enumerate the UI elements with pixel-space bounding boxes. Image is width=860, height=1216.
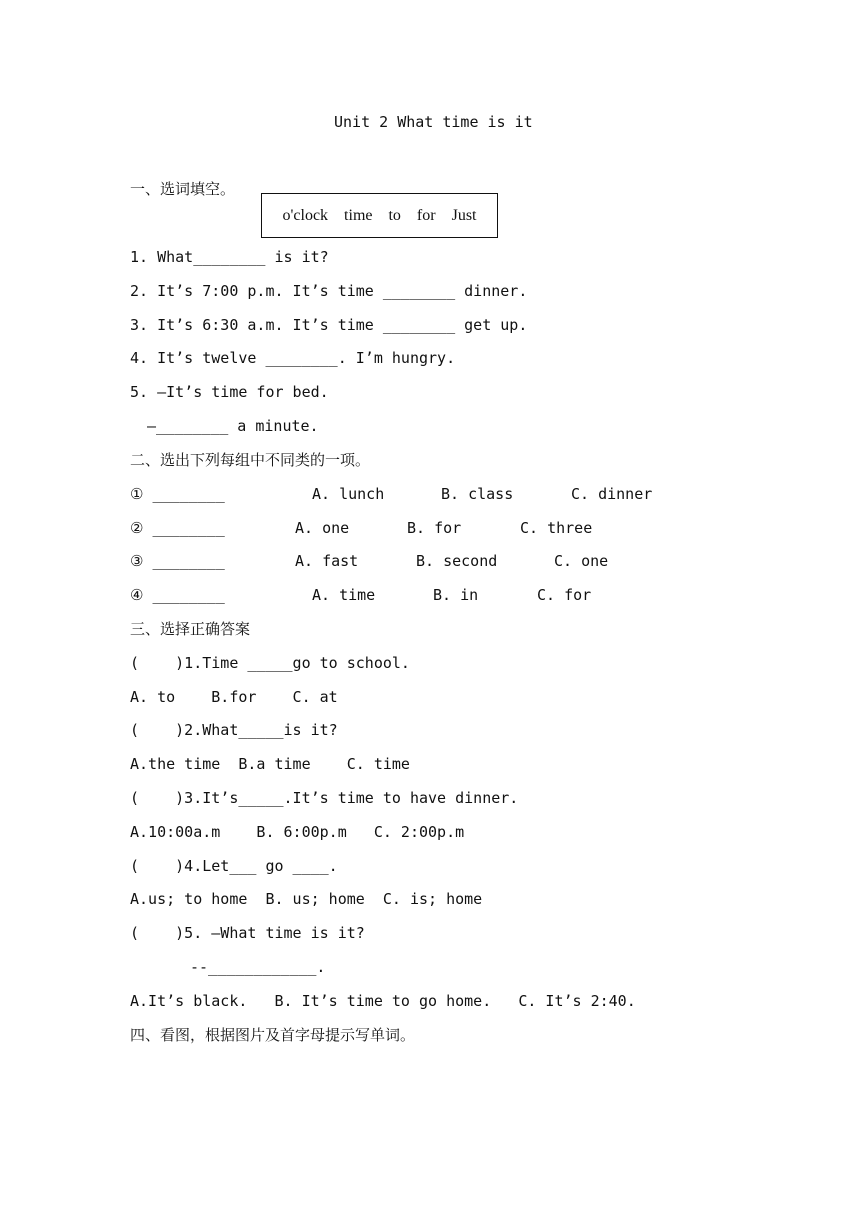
s1-item-5-reply: —________ a minute. [147, 417, 319, 435]
s2-group-1-a: A. lunch [312, 485, 385, 503]
s1-item-3: 3. It’s 6:30 a.m. It’s time ________ get up. [130, 316, 528, 334]
section2-heading: 二、选出下列每组中不同类的一项。 [130, 451, 371, 469]
s2-group-4-b: B. in [433, 586, 479, 604]
s3-q1: ( )1.Time _____go to school. [130, 654, 410, 672]
s2-group-2-b: B. for [407, 519, 462, 537]
section4-heading: 四、看图，根据图片及首字母提示写单词。 [130, 1026, 416, 1044]
section1-heading: 一、选词填空。 [130, 180, 236, 198]
s2-group-4-num: ④ ________ [130, 586, 225, 604]
s2-group-3-num: ③ ________ [130, 552, 225, 570]
s2-group-3-b: B. second [416, 552, 498, 570]
s3-q3: ( )3.It’s_____.It’s time to have dinner. [130, 789, 519, 807]
s2-group-2-c: C. three [520, 519, 593, 537]
s2-group-1-c: C. dinner [571, 485, 653, 503]
s3-q4: ( )4.Let___ go ____. [130, 857, 338, 875]
s1-item-2: 2. It’s 7:00 p.m. It’s time ________ dinner. [130, 282, 528, 300]
s3-q4-options: A.us; to home B. us; home C. is; home [130, 890, 483, 908]
s1-item-5: 5. —It’s time for bed. [130, 383, 329, 401]
s3-q3-options: A.10:00a.m B. 6:00p.m C. 2:00p.m [130, 823, 465, 841]
s2-group-3-c: C. one [554, 552, 609, 570]
s2-group-2-a: A. one [295, 519, 350, 537]
s3-q2: ( )2.What_____is it? [130, 721, 338, 739]
s2-group-3-a: A. fast [295, 552, 359, 570]
word-box: o'clock time to for Just [261, 193, 498, 238]
s3-q2-options: A.the time B.a time C. time [130, 755, 410, 773]
page-title: Unit 2 What time is it [334, 113, 533, 131]
s2-group-4-c: C. for [537, 586, 592, 604]
s2-group-2-num: ② ________ [130, 519, 225, 537]
s1-item-1: 1. What________ is it? [130, 248, 329, 266]
s3-q5-blank: --____________. [190, 958, 326, 976]
s3-q5: ( )5. –What time is it? [130, 924, 365, 942]
s3-q5-options: A.It’s black. B. It’s time to go home. C. It’s 2:40. [130, 992, 636, 1010]
section3-heading: 三、选择正确答案 [130, 620, 251, 638]
s1-item-4: 4. It’s twelve ________. I’m hungry. [130, 349, 456, 367]
s3-q1-options: A. to B.for C. at [130, 688, 338, 706]
s2-group-1-num: ① ________ [130, 485, 225, 503]
s2-group-1-b: B. class [441, 485, 514, 503]
s2-group-4-a: A. time [312, 586, 376, 604]
